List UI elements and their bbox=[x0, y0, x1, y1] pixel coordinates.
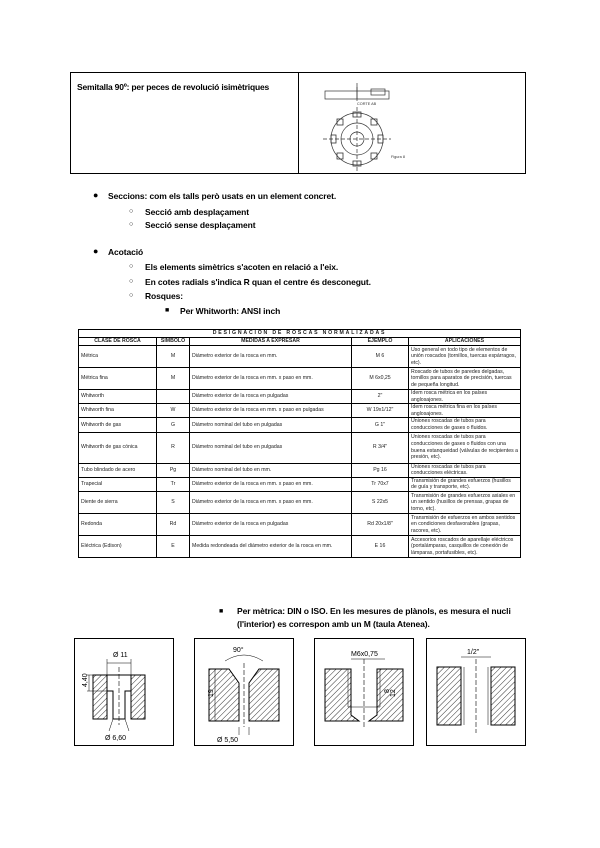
table-cell: Diámetro exterior de la rosca en mm. x paso en pulgadas bbox=[190, 404, 352, 418]
table-row bbox=[79, 368, 521, 390]
figure-label: M6x0,75 bbox=[351, 651, 378, 658]
circle-bullet-icon: ○ bbox=[129, 221, 134, 228]
sub-item-seccio-sense: Secció sense desplaçament bbox=[145, 220, 256, 230]
metric-paragraph: Per mètrica: DIN o ISO. En les mesures de plànols, es mesura el nucli (l'interior) es correspon amb un M (taula Atenea). bbox=[237, 606, 511, 629]
sub-item-rosques: Rosques: bbox=[145, 291, 183, 301]
table-row bbox=[79, 432, 521, 463]
table-cell: Uso general en todo tipo de elementos de unión roscados (tornillos, tuercas espárragos, etc). bbox=[409, 346, 521, 368]
table-cell: Diámetro nominal del tubo en pulgadas bbox=[190, 432, 352, 463]
figure-label: 12 bbox=[390, 689, 397, 697]
table-cell: Eléctrica (Edison) bbox=[79, 535, 157, 557]
figure-countersink bbox=[194, 638, 294, 746]
figure-threaded-blind-hole bbox=[314, 638, 414, 746]
table-row bbox=[79, 477, 521, 491]
figure-label: Ø 6,60 bbox=[105, 735, 127, 742]
table-cell: Whitworth fina bbox=[79, 404, 157, 418]
figure-counterbore bbox=[74, 638, 174, 746]
table-cell: G bbox=[157, 418, 190, 432]
thread-table-header-cell: CLASE DE ROSCA bbox=[79, 338, 157, 346]
table-cell: Redonda bbox=[79, 513, 157, 535]
figure-label: 4,40 bbox=[82, 673, 89, 687]
circle-bullet-icon: ○ bbox=[129, 292, 134, 299]
figure-label: Ø 11 bbox=[113, 652, 128, 659]
table-cell: Accesorios roscados de aparellaje eléctricos (portalámparas, casquillos de conexión de lámparas, portafusibles, etc). bbox=[409, 535, 521, 557]
figure-pipe-thread bbox=[426, 638, 526, 746]
table-cell: Pg bbox=[157, 463, 190, 477]
table-cell: Diámetro nominal del tubo en pulgadas bbox=[190, 418, 352, 432]
table-cell: Rd 20x1/8" bbox=[352, 513, 409, 535]
table-cell: Whitworth bbox=[79, 390, 157, 404]
bullet-dot: ● bbox=[93, 246, 99, 256]
table-cell: Diente de sierra bbox=[79, 491, 157, 513]
sub-item-cotes-radials: En cotes radials s'indica R quan el centre és desconegut. bbox=[145, 277, 371, 287]
table-cell: Diámetro exterior de la rosca en pulgadas bbox=[190, 390, 352, 404]
bullet-seccions: Seccions: com els talls però usats en un element concret. bbox=[108, 191, 337, 201]
table-cell: W 19x1/12" bbox=[352, 404, 409, 418]
figure-label: 1/2" bbox=[467, 649, 480, 656]
table-row bbox=[79, 491, 521, 513]
table-cell: Diámetro exterior de la rosca en mm. bbox=[190, 346, 352, 368]
drawing-label-fig: Figura 8 bbox=[391, 155, 405, 159]
table-cell: S bbox=[157, 491, 190, 513]
figure-label: 19 bbox=[208, 689, 215, 697]
thread-table-wrapper bbox=[78, 329, 520, 558]
square-bullet-icon: ■ bbox=[165, 307, 170, 314]
figure-label: 8 bbox=[384, 689, 391, 693]
square-bullet-icon: ■ bbox=[219, 608, 224, 615]
table-cell: R 3/4" bbox=[352, 432, 409, 463]
section-box bbox=[70, 72, 526, 174]
thread-table-header-cell: APLICACIONES bbox=[409, 338, 521, 346]
thread-table-caption: DESIGNACION DE ROSCAS NORMALIZADAS bbox=[79, 330, 521, 338]
table-cell: Whitworth de gas bbox=[79, 418, 157, 432]
table-cell: M 6 bbox=[352, 346, 409, 368]
half-section-drawing bbox=[313, 79, 423, 171]
table-cell: Uniones roscadas de tubos para conducciones de gases o fluidos con una buena estanqueidad (válvulas de recipientes a presión, etc). bbox=[409, 432, 521, 463]
box-divider bbox=[298, 73, 299, 173]
table-cell: Métrica fina bbox=[79, 368, 157, 390]
drawing-label-ab: CORTE AB bbox=[357, 102, 377, 106]
table-cell: Tr 70x7 bbox=[352, 477, 409, 491]
table-cell: R bbox=[157, 432, 190, 463]
figure-label: 90° bbox=[233, 647, 244, 654]
table-row bbox=[79, 418, 521, 432]
figure-label: Ø 5,50 bbox=[217, 737, 239, 744]
sub-item-seccio-desplacament: Secció amb desplaçament bbox=[145, 207, 249, 217]
table-cell bbox=[157, 390, 190, 404]
table-cell: S 22x5 bbox=[352, 491, 409, 513]
table-cell: M bbox=[157, 346, 190, 368]
table-row bbox=[79, 513, 521, 535]
table-cell: Medida redondeada del diámetro exterior de la rosca en mm. bbox=[190, 535, 352, 557]
table-cell: Roscado de tubos de paredes delgadas, tornillos para aparatos de precisión, tuercas de pequeña longitud. bbox=[409, 368, 521, 390]
table-cell: Transmisión de grandes esfuerzos (husillos de guía y transporte, etc). bbox=[409, 477, 521, 491]
table-cell: Whitworth de gas cónica bbox=[79, 432, 157, 463]
table-cell: Idem rosca métrica en los países anglosajones. bbox=[409, 390, 521, 404]
thread-table-header bbox=[79, 338, 521, 346]
circle-bullet-icon: ○ bbox=[129, 208, 134, 215]
circle-bullet-icon: ○ bbox=[129, 278, 134, 285]
table-cell: E bbox=[157, 535, 190, 557]
table-cell: Idem rosca métrica fina en los países anglosajones. bbox=[409, 404, 521, 418]
table-cell: Trapecial bbox=[79, 477, 157, 491]
table-row bbox=[79, 404, 521, 418]
table-row bbox=[79, 390, 521, 404]
table-cell: Pg 16 bbox=[352, 463, 409, 477]
table-cell: Tubo blindado de acero bbox=[79, 463, 157, 477]
thread-table bbox=[78, 329, 521, 558]
table-cell: W bbox=[157, 404, 190, 418]
bullet-acotacio: Acotació bbox=[108, 247, 144, 257]
table-cell: Uniones roscadas de tubos para conducciones eléctricas. bbox=[409, 463, 521, 477]
bullet-dot: ● bbox=[93, 190, 99, 200]
thread-table-header-cell: EJEMPLO bbox=[352, 338, 409, 346]
table-row bbox=[79, 535, 521, 557]
table-row bbox=[79, 463, 521, 477]
table-cell: Rd bbox=[157, 513, 190, 535]
sub-item-whitworth: Per Whitworth: ANSI inch bbox=[180, 306, 281, 316]
table-cell: Diámetro exterior de la rosca en mm. x paso en mm. bbox=[190, 477, 352, 491]
section-box-title: Semitalla 90º: per peces de revolució isimètriques bbox=[77, 82, 269, 92]
table-cell: G 1" bbox=[352, 418, 409, 432]
table-cell: M bbox=[157, 368, 190, 390]
table-cell: Transmisión de grandes esfuerzos axiales en un sentido (husillos de prensas, grapas de torno, etc). bbox=[409, 491, 521, 513]
thread-table-header-cell: SIMBOLO bbox=[157, 338, 190, 346]
table-cell: Tr bbox=[157, 477, 190, 491]
table-cell: Diámetro nominal del tubo en mm. bbox=[190, 463, 352, 477]
table-cell: Transmisión de esfuerzos en ambos sentidos en condiciones desfavorables (grapas, racores, etc). bbox=[409, 513, 521, 535]
thread-table-header-cell: MEDIDAS A EXPRESAR bbox=[190, 338, 352, 346]
table-cell: E 16 bbox=[352, 535, 409, 557]
table-cell: Diámetro exterior de la rosca en mm. x paso en mm. bbox=[190, 491, 352, 513]
table-cell: Métrica bbox=[79, 346, 157, 368]
table-cell: Diámetro exterior de la rosca en pulgadas bbox=[190, 513, 352, 535]
table-cell: Uniones roscadas de tubos para conducciones de gases o fluidos. bbox=[409, 418, 521, 432]
sub-item-simetrics: Els elements simètrics s'acoten en relació a l'eix. bbox=[145, 262, 339, 272]
table-cell: 2" bbox=[352, 390, 409, 404]
circle-bullet-icon: ○ bbox=[129, 263, 134, 270]
table-cell: Diámetro exterior de la rosca en mm. x paso en mm. bbox=[190, 368, 352, 390]
table-cell: M 6x0,25 bbox=[352, 368, 409, 390]
table-row bbox=[79, 346, 521, 368]
